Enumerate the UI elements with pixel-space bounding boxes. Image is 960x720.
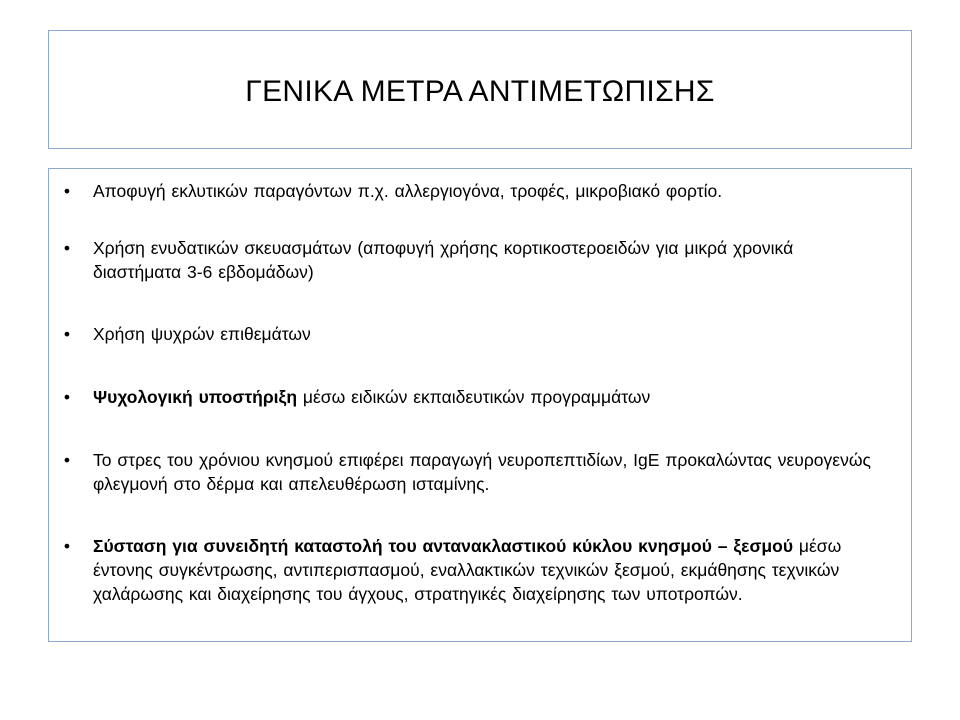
- bullet-text: [93, 322, 881, 346]
- bullet-text: [93, 448, 881, 496]
- bullet-text-content: Χρήση ψυχρών επιθεμάτων: [93, 324, 311, 344]
- bullet-marker: •: [63, 324, 71, 344]
- bullet-text-content: Αποφυγή εκλυτικών παραγόντων π.χ. αλλεργιογόνα, τροφές, μικροβιακό φορτίο.: [93, 181, 723, 201]
- bullet-text: [93, 179, 881, 203]
- bullet-text: [93, 534, 881, 606]
- bullet-text-content: Το στρες του χρόνιου κνησμού επιφέρει παραγωγή νευροπεπτιδίων, IgE προκαλώντας νευρογενώς φλεγμονή στο δέρμα και απελευθέρωση ισταμίνης.: [93, 450, 871, 494]
- bullet-text: [93, 385, 881, 409]
- content-box: [48, 168, 912, 642]
- bullet-bold-text: Σύσταση για συνειδητή καταστολή του αντανακλαστικού κύκλου κνησμού – ξεσμού: [93, 536, 794, 556]
- title-box: [48, 30, 912, 149]
- bullet-marker: •: [63, 536, 71, 556]
- bullet-bold-text: Ψυχολογική υποστήριξη: [93, 387, 298, 407]
- bullet-text-content: μέσω ειδικών εκπαιδευτικών προγραμμάτων: [297, 387, 651, 407]
- bullet-text-content: Χρήση ενυδατικών σκευασμάτων (αποφυγή χρήσης κορτικοστεροειδών για μικρά χρονικά διαστήματα 3-6 εβδομάδων): [93, 238, 794, 282]
- bullet-marker: •: [63, 181, 71, 201]
- bullet-marker: •: [63, 387, 71, 407]
- bullet-marker: •: [63, 450, 71, 470]
- bullet-marker: •: [63, 238, 71, 258]
- slide-title: ΓΕΝΙΚΑ ΜΕΤΡΑ ΑΝΤΙΜΕΤΩΠΙΣΗΣ: [245, 74, 715, 108]
- bullet-text: [93, 236, 881, 284]
- bullet-text-content: μέσω έντονης συγκέντρωσης, αντιπερισπασμού, εναλλακτικών τεχνικών ξεσμού, εκμάθησης τεχνικών χαλάρωσης και διαχείρησης του άγχους, στρατηγικές διαχείρησης των υποτροπών.: [93, 536, 842, 604]
